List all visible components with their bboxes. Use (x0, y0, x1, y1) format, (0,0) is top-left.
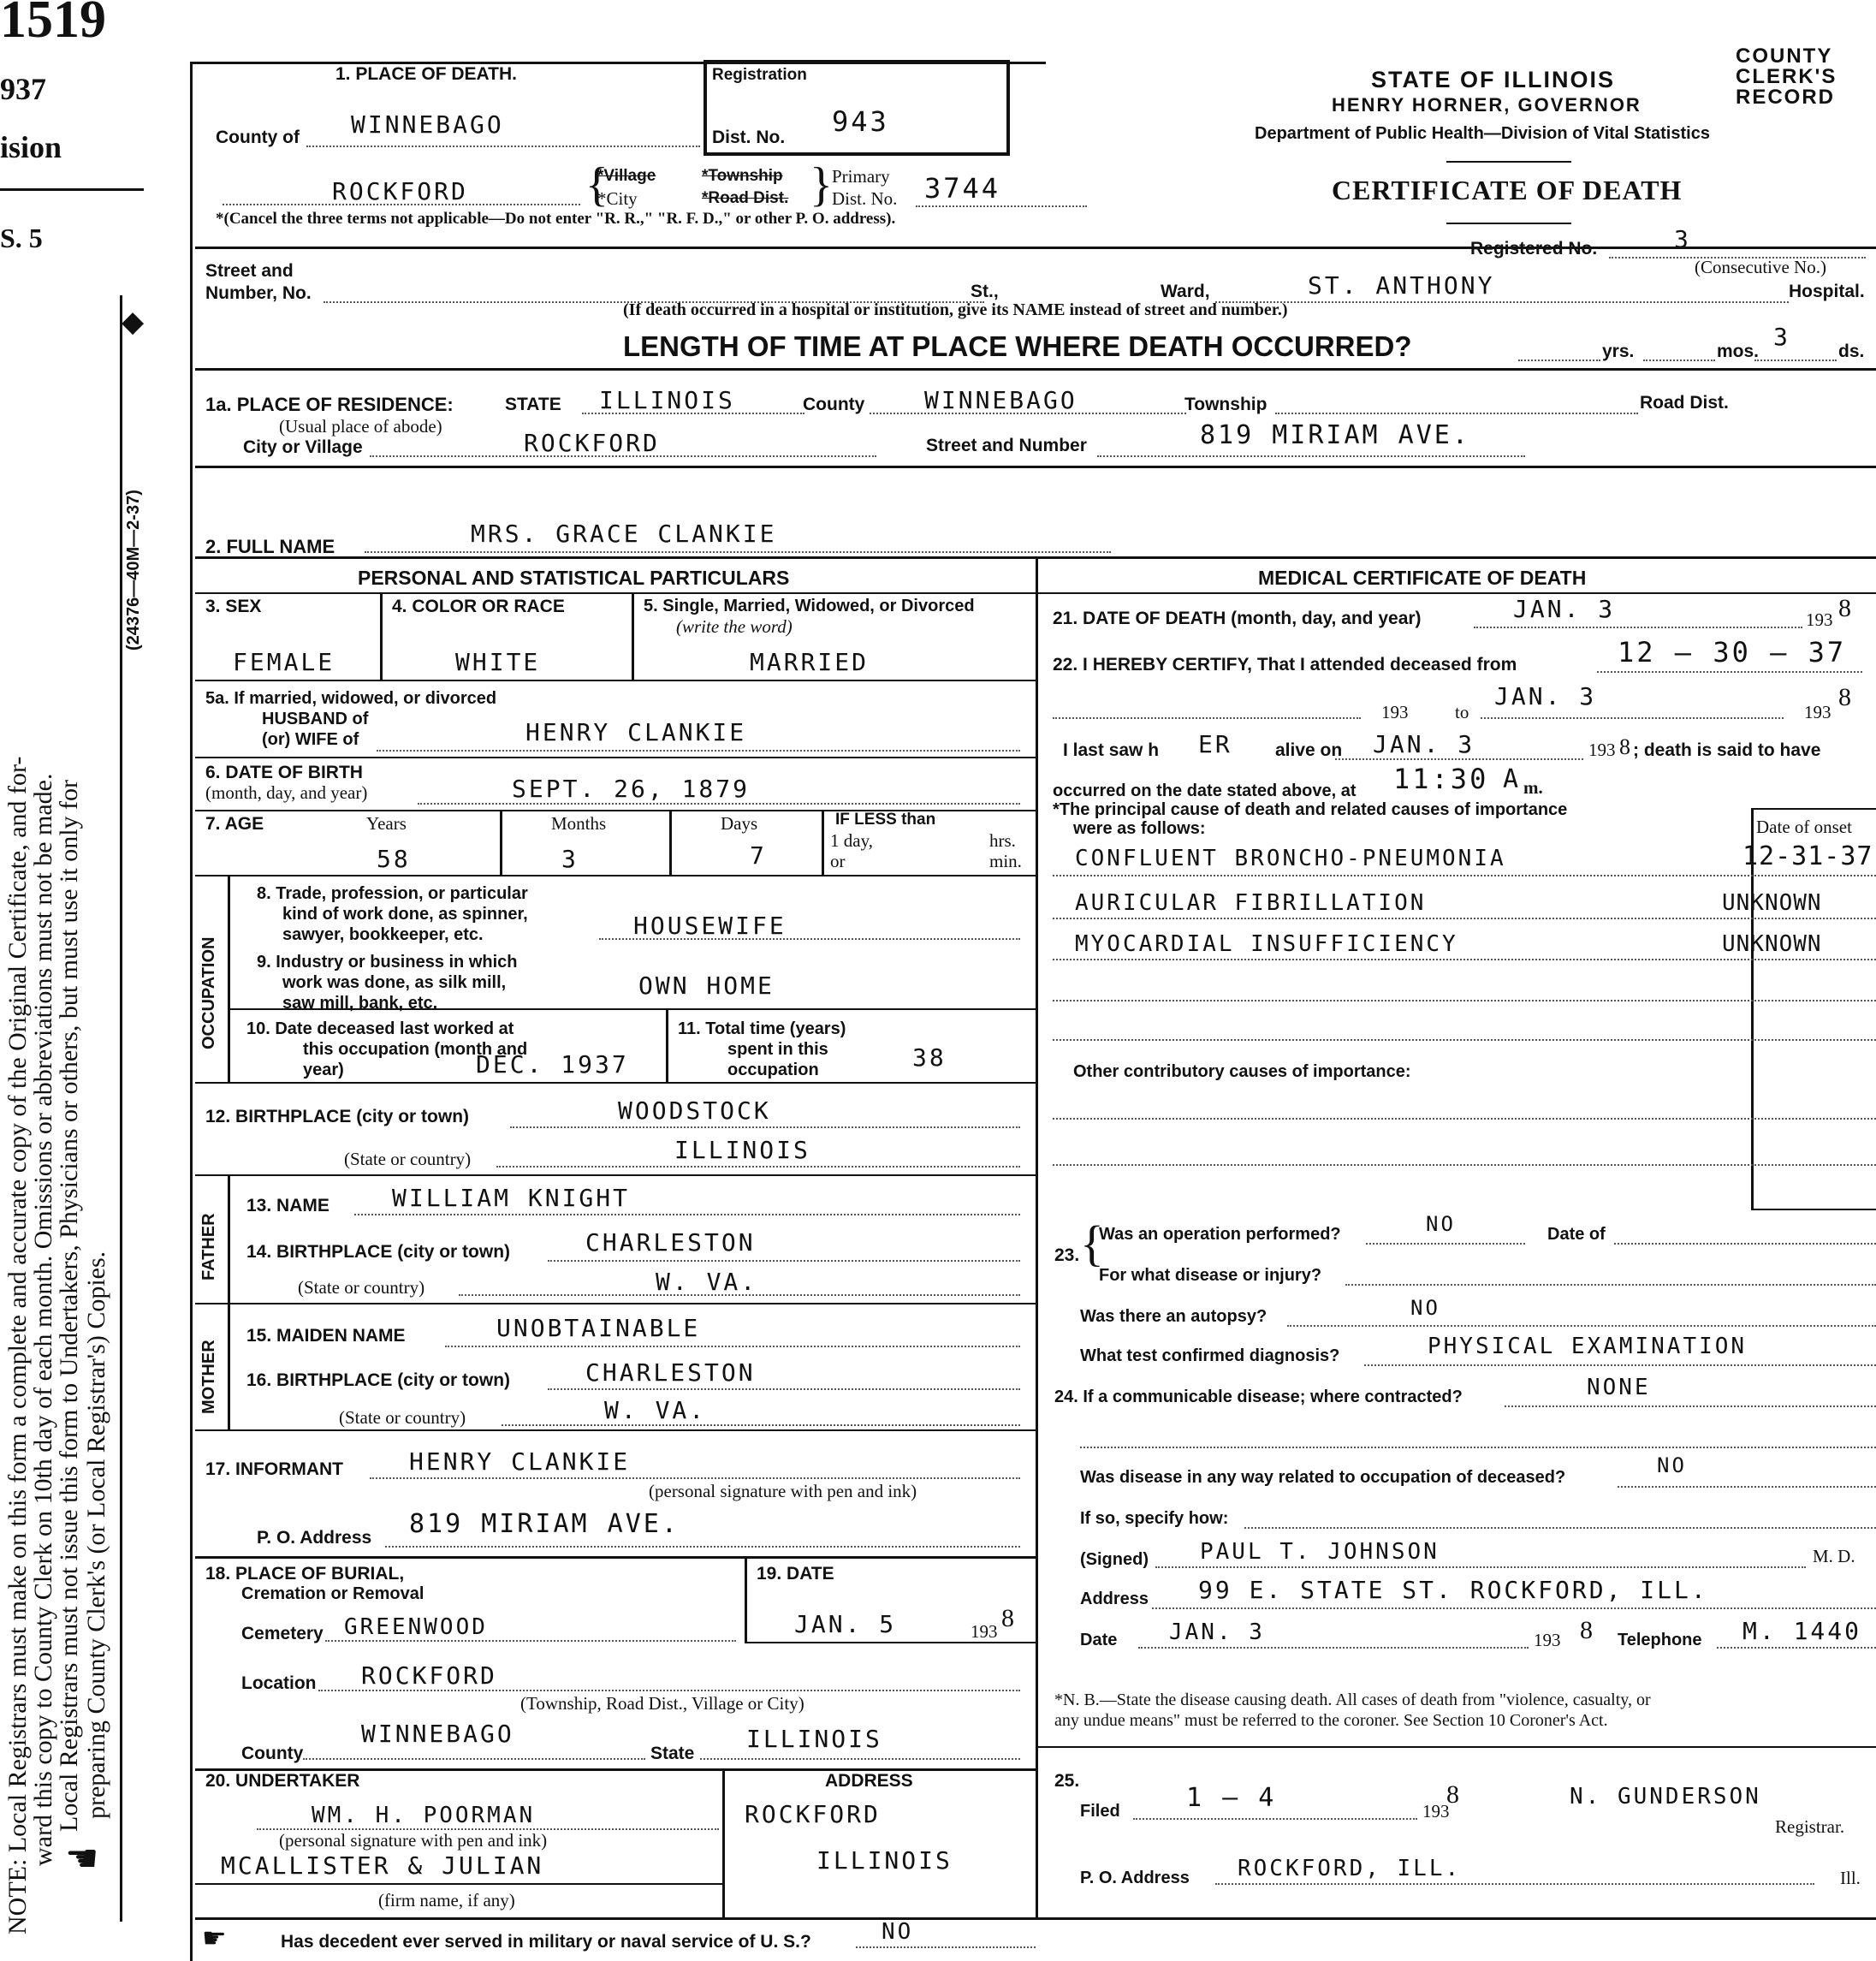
registrar-address: ROCKFORD, ILL. (1238, 1856, 1462, 1881)
length-of-time-label: LENGTH OF TIME AT PLACE WHERE DEATH OCCURRED? (623, 330, 1412, 362)
rule-bottom (195, 1917, 1876, 1920)
burial-year: 8 (1001, 1604, 1014, 1632)
trade-label-3: sawyer, bookkeeper, etc. (282, 925, 484, 944)
last-saw-label: I last saw h (1063, 740, 1160, 760)
place-of-death-label: 1. PLACE OF DEATH. (335, 64, 517, 84)
attended-label: 22. I HEREBY CERTIFY, That I attended deceased from (1053, 655, 1517, 674)
father-side-label: FATHER (199, 1213, 218, 1281)
less-than-label: IF LESS than (835, 811, 936, 829)
margin-rule (0, 188, 144, 191)
burial-location: ROCKFORD (361, 1661, 497, 1690)
nb-note-1: *N. B.—State the disease causing death. All cases of death from "violence, casualty, or (1054, 1691, 1651, 1709)
q23-brace-icon: { (1080, 1215, 1104, 1271)
burial-state-label: State (650, 1744, 695, 1763)
days-unit: ds. (1838, 342, 1865, 361)
total-time-label-3: occupation (727, 1061, 819, 1079)
age-label: 7. AGE (205, 814, 264, 834)
date-of-death: JAN. 3 (1513, 595, 1616, 623)
street-label-2: Number, No. (205, 283, 312, 303)
father-birthplace: CHARLESTON (585, 1228, 756, 1257)
county-record-1: COUNTY (1736, 45, 1833, 68)
ill-label: Ill. (1840, 1868, 1861, 1888)
industry: OWN HOME (638, 972, 775, 1000)
occupation-related-label: Was disease in any way related to occupation of deceased? (1080, 1468, 1566, 1487)
signed-date-label: Date (1080, 1631, 1118, 1649)
location-label: Location (241, 1673, 317, 1693)
spouse-label-2: HUSBAND of (262, 710, 369, 728)
cemetery: GREENWOOD (344, 1614, 488, 1640)
last-worked-label-3: year) (303, 1061, 344, 1079)
communicable-label: 24. If a communicable disease; where contracted? (1054, 1388, 1463, 1406)
residence-road-label: Road Dist. (1640, 393, 1729, 413)
county-record-2: CLERK'S (1736, 65, 1837, 88)
min-label: min. (989, 851, 1022, 871)
age-years: 58 (377, 845, 411, 873)
birthplace-label: 12. BIRTHPLACE (city or town) (205, 1107, 470, 1126)
father-name-label: 13. NAME (246, 1196, 329, 1215)
filed-date: 1 – 4 (1186, 1783, 1277, 1813)
or-label: or (830, 851, 846, 871)
to-year: 8 (1838, 683, 1851, 711)
date-of-birth: SEPT. 26, 1879 (512, 775, 751, 803)
primary-dist-no: 3744 (924, 172, 1001, 205)
registration-dist-no: 943 (832, 105, 889, 138)
mother-birthplace: CHARLESTON (585, 1358, 756, 1387)
one-day-label: 1 day, (830, 830, 873, 851)
rule-under-place (195, 247, 1876, 249)
brace-icon: { (585, 158, 609, 211)
residence-label: 1a. PLACE OF RESIDENCE: (205, 394, 454, 415)
note-line-3: Local Registrars must not issue this form to Undertakers, Physicians or others, but must use it only for (55, 779, 83, 1832)
signed-year: 8 (1580, 1616, 1593, 1644)
county-of-label: County of (216, 128, 300, 147)
informant-address: 819 MIRIAM AVE. (409, 1509, 680, 1539)
undertaker-address-1: ROCKFORD (745, 1800, 881, 1828)
residence-county: WINNEBAGO (924, 386, 1078, 414)
margin-s5: S. 5 (0, 223, 43, 253)
father-name: WILLIAM KNIGHT (392, 1184, 631, 1212)
physician-signature: PAUL T. JOHNSON (1200, 1539, 1440, 1565)
road-dist-label: *Road Dist. (702, 189, 789, 207)
other-causes-label: Other contributory causes of importance: (1073, 1062, 1411, 1081)
filed-year: 8 (1446, 1780, 1459, 1809)
length-days: 3 (1773, 323, 1790, 351)
rule-under-residence (195, 466, 1876, 468)
residence-state-label: STATE (505, 395, 561, 414)
total-time-label-1: 11. Total time (years) (678, 1019, 846, 1038)
test-label: What test confirmed diagnosis? (1080, 1346, 1340, 1365)
months-label: Months (551, 813, 607, 834)
title-rule-bottom (1446, 223, 1571, 224)
mother-birthplace-label: 16. BIRTHPLACE (city or town) (246, 1370, 511, 1390)
onset-2: UNKNOWN (1722, 890, 1822, 916)
certificate-title: CERTIFICATE OF DEATH (1332, 175, 1683, 205)
cause-2: AURICULAR FIBRILLATION (1075, 890, 1427, 916)
hrs-label: hrs. (989, 830, 1016, 851)
margin-ornament-icon: ◆ (122, 306, 145, 338)
telephone-label: Telephone (1618, 1631, 1702, 1649)
frame-left (190, 62, 193, 1961)
medical-heading: MEDICAL CERTIFICATE OF DEATH (1258, 567, 1587, 589)
industry-label-2: work was done, as silk mill, (282, 973, 507, 992)
last-saw-193: 193 (1588, 740, 1616, 760)
cause-1: CONFLUENT BRONCHO-PNEUMONIA (1075, 846, 1506, 871)
residence-state: ILLINOIS (599, 386, 735, 414)
specify-label: If so, specify how: (1080, 1509, 1229, 1528)
telephone: M. 1440 (1742, 1617, 1862, 1645)
attended-193: 193 (1381, 702, 1409, 722)
residence-township-label: Township (1184, 395, 1267, 414)
years-label: Years (366, 813, 407, 834)
date-of-label: Date of (1547, 1225, 1606, 1244)
undertaker-address-label: ADDRESS (825, 1771, 913, 1791)
occupation-side-label: OCCUPATION (199, 936, 218, 1049)
years-unit: yrs. (1602, 342, 1635, 361)
undertaker-address-2: ILLINOIS (816, 1846, 953, 1875)
ward-label: Ward, (1161, 282, 1210, 301)
burial-county: WINNEBAGO (361, 1720, 514, 1748)
md-label: M. D. (1813, 1546, 1855, 1566)
birth-state-label: (State or country) (344, 1149, 472, 1169)
department: Department of Public Health—Division of Vital Statistics (1255, 124, 1710, 143)
spouse-label-3: (or) WIFE of (262, 730, 359, 749)
filed-year-prefix: 193 (1422, 1801, 1450, 1821)
test-diagnosis: PHYSICAL EXAMINATION (1428, 1334, 1748, 1359)
attended-from: 12 – 30 – 37 (1618, 636, 1847, 669)
military-label: Has decedent ever served in military or naval service of U. S.? (281, 1932, 811, 1952)
registered-no-label: Registered No. (1470, 239, 1598, 258)
primary-label: Primary (832, 166, 890, 187)
physician-address: 99 E. STATE ST. ROCKFORD, ILL. (1198, 1576, 1708, 1604)
last-saw-date: JAN. 3 (1373, 730, 1475, 758)
color-label: 4. COLOR OR RACE (392, 597, 565, 616)
dob-sub: (month, day, and year) (205, 782, 368, 803)
marital: MARRIED (750, 648, 870, 676)
sex-label: 3. SEX (205, 597, 262, 616)
color: WHITE (455, 648, 541, 676)
undertaker-firm: MCALLISTER & JULIAN (221, 1851, 544, 1880)
to-year-prefix: 193 (1804, 702, 1831, 722)
dist-no-label: Dist. No. (712, 128, 786, 147)
father-birthplace-label: 14. BIRTHPLACE (city or town) (246, 1242, 511, 1262)
undertaker-name: WM. H. POORMAN (312, 1803, 536, 1828)
death-time: 11:30 (1393, 763, 1489, 795)
hospital-name: ST. ANTHONY (1308, 271, 1495, 300)
full-name: MRS. GRACE CLANKIE (471, 520, 777, 548)
informant: HENRY CLANKIE (409, 1447, 631, 1476)
registrar-label: Registrar. (1775, 1816, 1845, 1837)
margin-year: 937 (0, 72, 46, 106)
hospital-note: (If death occurred in a hospital or institution, give its NAME instead of street and number.) (623, 300, 1288, 319)
registered-no: 3 (1674, 225, 1691, 253)
trade-label-2: kind of work done, as spinner, (282, 905, 528, 924)
note-line-4: preparing County Clerk's (or Local Registrar's) Copies. (82, 1251, 110, 1819)
st-label: St., (971, 282, 999, 301)
margin-bracket-line (120, 295, 122, 1922)
death-said-label: ; death is said to have (1633, 740, 1821, 760)
last-worked: DEC. 1937 (476, 1050, 629, 1079)
nb-note-2: any undue means" must be referred to the coroner. See Section 10 Coroner's Act. (1054, 1711, 1608, 1730)
dob-label: 6. DATE OF BIRTH (205, 763, 363, 782)
total-time: 38 (912, 1043, 947, 1072)
city-label: *City (597, 188, 638, 209)
attended-to: JAN. 3 (1494, 682, 1597, 710)
column-divider (1036, 556, 1038, 1917)
father-state: W. VA. (656, 1268, 758, 1296)
industry-label-1: 9. Industry or business in which (257, 953, 518, 972)
registrar-po-label: P. O. Address (1080, 1869, 1190, 1887)
operation: NO (1426, 1212, 1456, 1236)
burial-date: JAN. 5 (794, 1610, 897, 1638)
rule-under-length (195, 368, 1876, 371)
father-state-label: (State or country) (298, 1277, 425, 1298)
months-unit: mos. (1717, 342, 1760, 361)
dod-year: 8 (1838, 594, 1851, 622)
autopsy-label: Was there an autopsy? (1080, 1307, 1267, 1326)
informant-po-label: P. O. Address (257, 1528, 372, 1548)
death-am: A (1503, 764, 1522, 794)
mother-maiden-name: UNOBTAINABLE (496, 1314, 701, 1342)
total-time-label-2: spent in this (727, 1040, 828, 1059)
hospital-label: Hospital. (1789, 282, 1865, 301)
signed-label: (Signed) (1080, 1550, 1149, 1569)
note-line-2: ward this copy to County Clerk on 10th day of each month. Omissions or abbreviations must not be made. (29, 773, 57, 1866)
title-rule-top (1446, 161, 1571, 163)
location-note: (Township, Road Dist., Village or City) (520, 1693, 804, 1714)
residence-street-label: Street and Number (926, 436, 1087, 455)
residence-county-label: County (803, 395, 865, 414)
occurred-label: occurred on the date stated above, at (1053, 781, 1357, 800)
registrar-name: N. GUNDERSON (1570, 1784, 1761, 1809)
informant-label: 17. INFORMANT (205, 1459, 344, 1479)
residence-city-label: City or Village (243, 437, 363, 457)
pointing-hand-icon: ☛ (202, 1922, 227, 1953)
informant-sig-note: (personal signature with pen and ink) (649, 1481, 917, 1501)
principal-cause-label-2: were as follows: (1073, 819, 1206, 838)
birthplace: WOODSTOCK (618, 1096, 771, 1125)
burial-county-label: County (241, 1744, 304, 1763)
county-record-3: RECORD (1736, 86, 1836, 109)
village-label: *Village (597, 167, 656, 185)
burial-state: ILLINOIS (746, 1725, 882, 1753)
onset-1: 12-31-37 (1742, 841, 1873, 871)
operation-label: Was an operation performed? (1099, 1225, 1341, 1244)
death-city: ROCKFORD (332, 177, 468, 205)
filed-label: Filed (1080, 1802, 1120, 1821)
dod-year-prefix: 193 (1806, 609, 1833, 630)
date-of-death-label: 21. DATE OF DEATH (month, day, and year) (1053, 609, 1422, 628)
cause-3: MYOCARDIAL INSUFFICIENCY (1075, 931, 1458, 957)
physician-address-label: Address (1080, 1590, 1149, 1608)
burial-year-prefix: 193 (971, 1621, 998, 1642)
last-saw-year: 8 (1619, 734, 1630, 759)
undertaker-sig-note: (personal signature with pen and ink) (279, 1830, 548, 1851)
print-code: (24376—40M—2-37) (124, 490, 143, 651)
registration-label: Registration (712, 66, 807, 84)
usual-abode-note: (Usual place of abode) (279, 416, 442, 437)
occupation-related: NO (1657, 1453, 1687, 1477)
form-number: 1519 (0, 0, 106, 49)
military-service: NO (882, 1919, 914, 1945)
communicable: NONE (1587, 1375, 1651, 1400)
trade-label-1: 8. Trade, profession, or particular (257, 884, 528, 903)
margin-division: ision (0, 130, 62, 164)
age-days: 7 (750, 841, 767, 870)
spouse-label-1: 5a. If married, widowed, or divorced (205, 689, 497, 708)
primary-dist-label: Dist. No. (832, 188, 898, 209)
note-line-1: NOTE: Local Registrars must make on this form a complete and accurate copy of the Original Certificate, and for- (3, 756, 32, 1934)
full-name-label: 2. FULL NAME (205, 536, 335, 557)
mother-state: W. VA. (604, 1396, 707, 1424)
last-worked-label-1: 10. Date deceased last worked at (246, 1019, 514, 1038)
sex: FEMALE (233, 648, 335, 676)
brace-close-icon: } (810, 158, 833, 211)
days-label: Days (721, 813, 758, 834)
age-months: 3 (561, 845, 579, 873)
onset-label: Date of onset (1756, 817, 1852, 837)
governor: HENRY HORNER, GOVERNOR (1332, 94, 1642, 116)
autopsy: NO (1410, 1296, 1440, 1320)
firm-note: (firm name, if any) (378, 1890, 515, 1910)
township-label: *Township (702, 167, 783, 185)
alive-on-label: alive on (1275, 740, 1343, 760)
death-county: WINNEBAGO (351, 110, 504, 139)
trade: HOUSEWIFE (633, 912, 787, 940)
personal-heading: PERSONAL AND STATISTICAL PARTICULARS (358, 567, 790, 589)
residence-city: ROCKFORD (524, 429, 660, 457)
onset-3: UNKNOWN (1722, 931, 1822, 957)
last-saw-her: ER (1198, 730, 1232, 758)
mother-state-label: (State or country) (339, 1407, 466, 1428)
consecutive-note: (Consecutive No.) (1695, 257, 1826, 277)
burial-label-1: 18. PLACE OF BURIAL, (205, 1564, 405, 1584)
burial-date-label: 19. DATE (757, 1564, 834, 1584)
disease-label: For what disease or injury? (1099, 1266, 1322, 1285)
q23-label: 23. (1054, 1245, 1080, 1265)
undertaker-label: 20. UNDERTAKER (205, 1771, 360, 1791)
last-worked-label-2: this occupation (month and (303, 1040, 528, 1059)
principal-cause-label-1: *The principal cause of death and related causes of importance (1053, 800, 1568, 819)
marital-sub: (write the word) (676, 616, 793, 637)
cemetery-label: Cemetery (241, 1624, 324, 1643)
signed-year-prefix: 193 (1534, 1630, 1561, 1650)
q25-label: 25. (1054, 1771, 1080, 1791)
street-label-1: Street and (205, 261, 294, 281)
death-m: m. (1523, 777, 1543, 798)
spouse-name: HENRY CLANKIE (525, 718, 747, 746)
cancel-note: *(Cancel the three terms not applicable—Do not enter "R. R.," "R. F. D.," or other P. O. address). (216, 210, 896, 228)
to-label: to (1455, 702, 1469, 722)
state-title: STATE OF ILLINOIS (1371, 67, 1615, 92)
industry-label-3: saw mill, bank, etc. (282, 994, 438, 1013)
signed-date: JAN. 3 (1169, 1619, 1265, 1645)
birth-state: ILLINOIS (674, 1136, 810, 1164)
mother-side-label: MOTHER (199, 1340, 218, 1414)
burial-label-2: Cremation or Removal (241, 1584, 424, 1603)
residence-street: 819 MIRIAM AVE. (1200, 420, 1470, 450)
margin-pointing-hand-icon: ☚ (65, 1838, 99, 1880)
marital-label: 5. Single, Married, Widowed, or Divorced (644, 597, 975, 615)
mother-name-label: 15. MAIDEN NAME (246, 1326, 406, 1346)
